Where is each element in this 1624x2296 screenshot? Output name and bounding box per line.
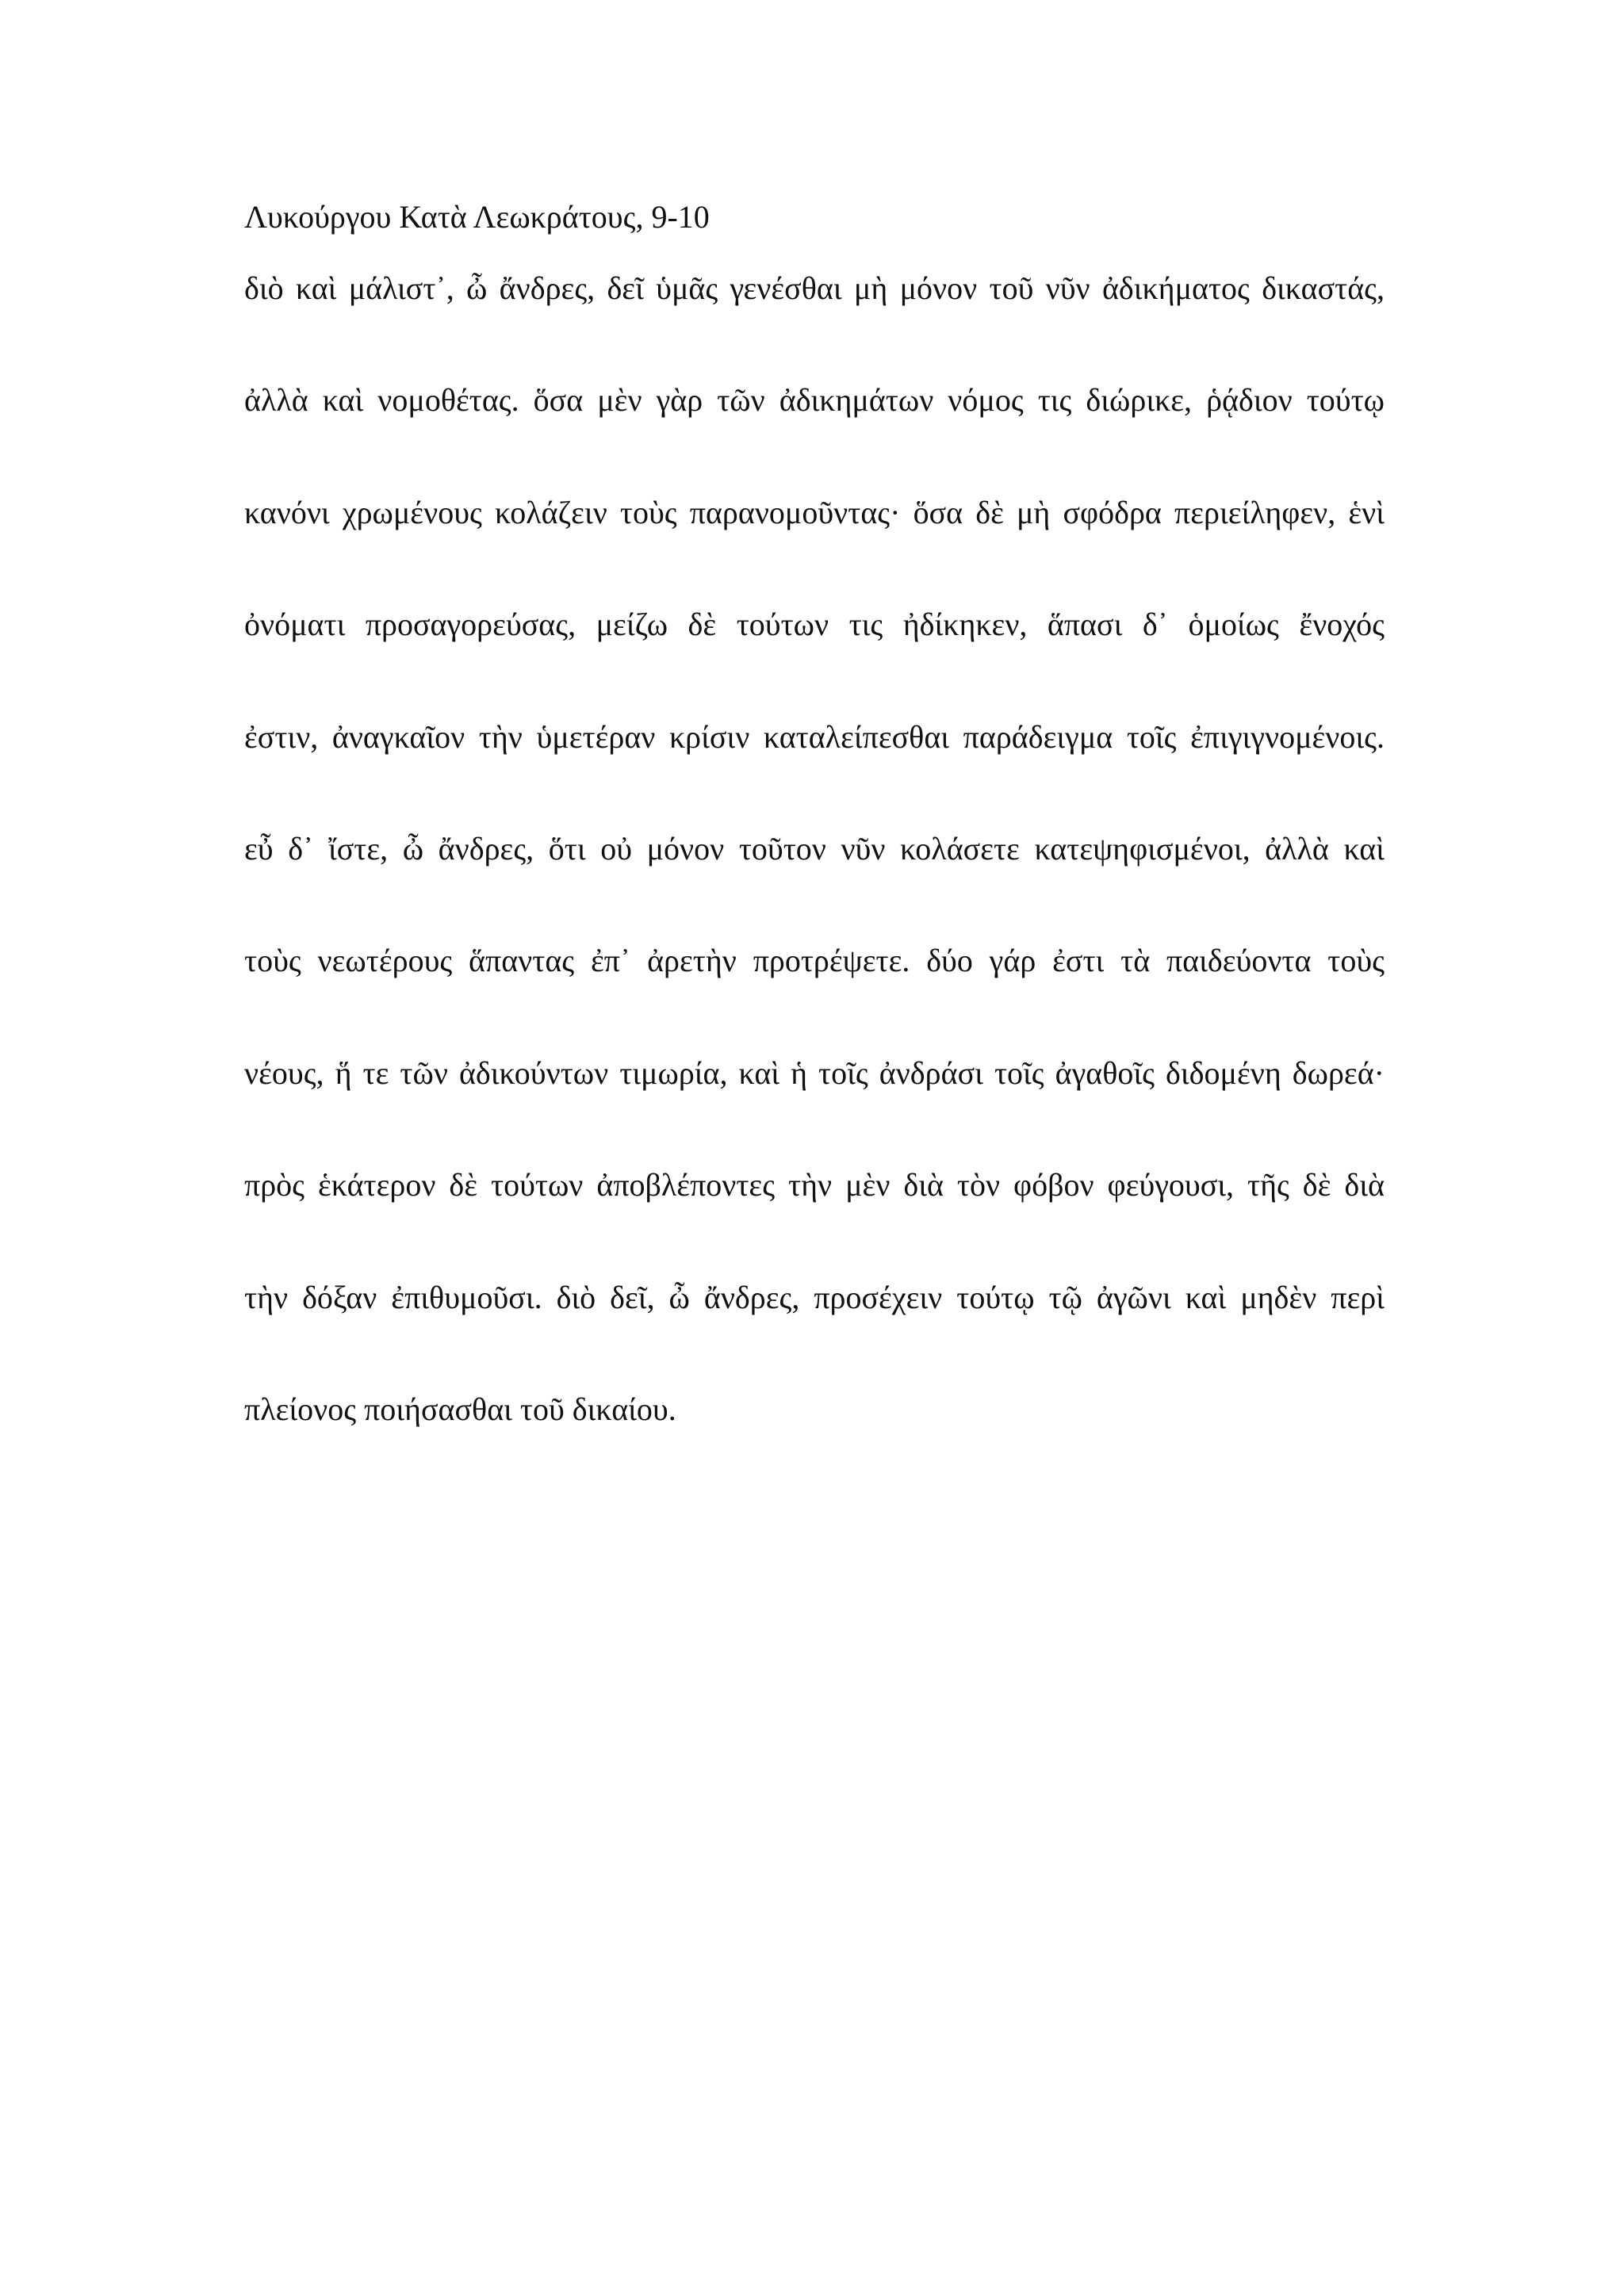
text-line: εὖ δ᾽ ἴστε, ὦ ἄνδρες, ὅτι οὐ μόνον τοῦτον νῦν κολάσετε κατεψηφισμένοι, ἀλλὰ καὶ [244, 830, 1385, 867]
text-line: νέους, ἥ τε τῶν ἀδικούντων τιμωρία, καὶ ἡ τοῖς ἀνδράσι τοῖς ἀγαθοῖς διδομένη δωρεά· [244, 1054, 1385, 1091]
document-title: Λυκούργου Κατὰ Λεωκράτους, 9-10 [244, 199, 710, 235]
text-line: ἀλλὰ καὶ νομοθέτας. ὅσα μὲν γὰρ τῶν ἀδικημάτων νόμος τις διώρικε, ῥᾴδιον τούτῳ [244, 382, 1385, 419]
text-line: πρὸς ἑκάτερον δὲ τούτων ἀποβλέποντες τὴν μὲν διὰ τὸν φόβον φεύγουσι, τῆς δὲ διὰ [244, 1167, 1385, 1203]
document-body [244, 266, 1385, 1499]
text-line: τοὺς νεωτέρους ἅπαντας ἐπ᾽ ἀρετὴν προτρέψετε. δύο γάρ ἐστι τὰ παιδεύοντα τοὺς [244, 943, 1385, 979]
text-line: διὸ καὶ μάλιστ᾽, ὦ ἄνδρες, δεῖ ὑμᾶς γενέσθαι μὴ μόνον τοῦ νῦν ἀδικήματος δικαστάς, [244, 270, 1385, 306]
text-line: πλείονος ποιήσασθαι τοῦ δικαίου. [244, 1391, 676, 1427]
text-line: κανόνι χρωμένους κολάζειν τοὺς παρανομοῦντας· ὅσα δὲ μὴ σφόδρα περιείληφεν, ἑνὶ [244, 494, 1385, 530]
text-line: τὴν δόξαν ἐπιθυμοῦσι. διὸ δεῖ, ὦ ἄνδρες, προσέχειν τούτῳ τῷ ἀγῶνι καὶ μηδὲν περὶ [244, 1279, 1385, 1315]
text-line: ἐστιν, ἀναγκαῖον τὴν ὑμετέραν κρίσιν καταλείπεσθαι παράδειγμα τοῖς ἐπιγιγνομένοις. [244, 718, 1385, 755]
text-line: ὀνόματι προσαγορεύσας, μείζω δὲ τούτων τις ἠδίκηκεν, ἅπασι δ᾽ ὁμοίως ἔνοχός [244, 607, 1385, 643]
